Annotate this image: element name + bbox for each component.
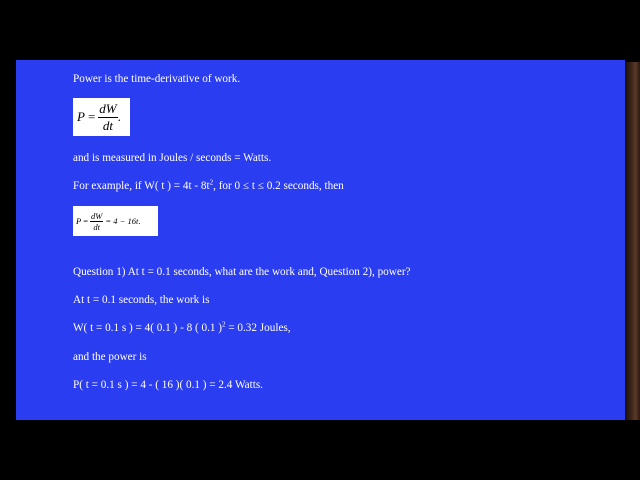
work-exponent: 2	[222, 320, 226, 329]
power-intro-text: and the power is	[73, 351, 147, 363]
work-equation	[73, 320, 291, 334]
power-equation: P( t = 0.1 s ) = 4 - ( 16 )( 0.1 ) = 2.4 Watts.	[73, 379, 263, 391]
formula-denominator: dt	[102, 117, 114, 133]
power-definition-formula	[73, 98, 130, 136]
formula2-trail: .	[138, 216, 141, 226]
work-intro-text: At t = 0.1 seconds, the work is	[73, 294, 210, 306]
slide	[16, 60, 625, 420]
example-text	[73, 178, 344, 192]
formula2-fraction	[90, 211, 103, 232]
question-text: Question 1) At t = 0.1 seconds, what are the work and, Question 2), power?	[73, 266, 411, 278]
formula2-rhs: = 4 − 16t	[105, 216, 139, 226]
example-suffix: , for 0 ≤ t ≤ 0.2 seconds, then	[213, 180, 344, 192]
work-prefix: W( t = 0.1 s ) = 4( 0.1 ) - 8 ( 0.1 )	[73, 322, 223, 334]
formula-lhs: P	[77, 109, 85, 124]
formula2-numerator: dW	[91, 210, 103, 221]
formula2-equals: =	[83, 216, 88, 226]
work-suffix: = 0.32 Joules,	[225, 322, 291, 334]
formula-equals: =	[87, 109, 96, 124]
units-text: and is measured in Joules / seconds = Watts.	[73, 152, 272, 164]
example-exponent: 2	[209, 178, 214, 187]
intro-text: Power is the time-derivative of work.	[73, 73, 241, 85]
formula-fraction	[98, 101, 117, 134]
formula2-lhs: P	[76, 216, 82, 226]
formula-trail: .	[117, 109, 121, 124]
formula2-denominator: dt	[93, 221, 100, 232]
background-edge	[625, 62, 640, 420]
formula-numerator: dW	[99, 100, 117, 116]
power-derivative-formula	[73, 206, 158, 236]
example-prefix: For example, if W( t ) = 4t - 8t	[73, 180, 210, 192]
